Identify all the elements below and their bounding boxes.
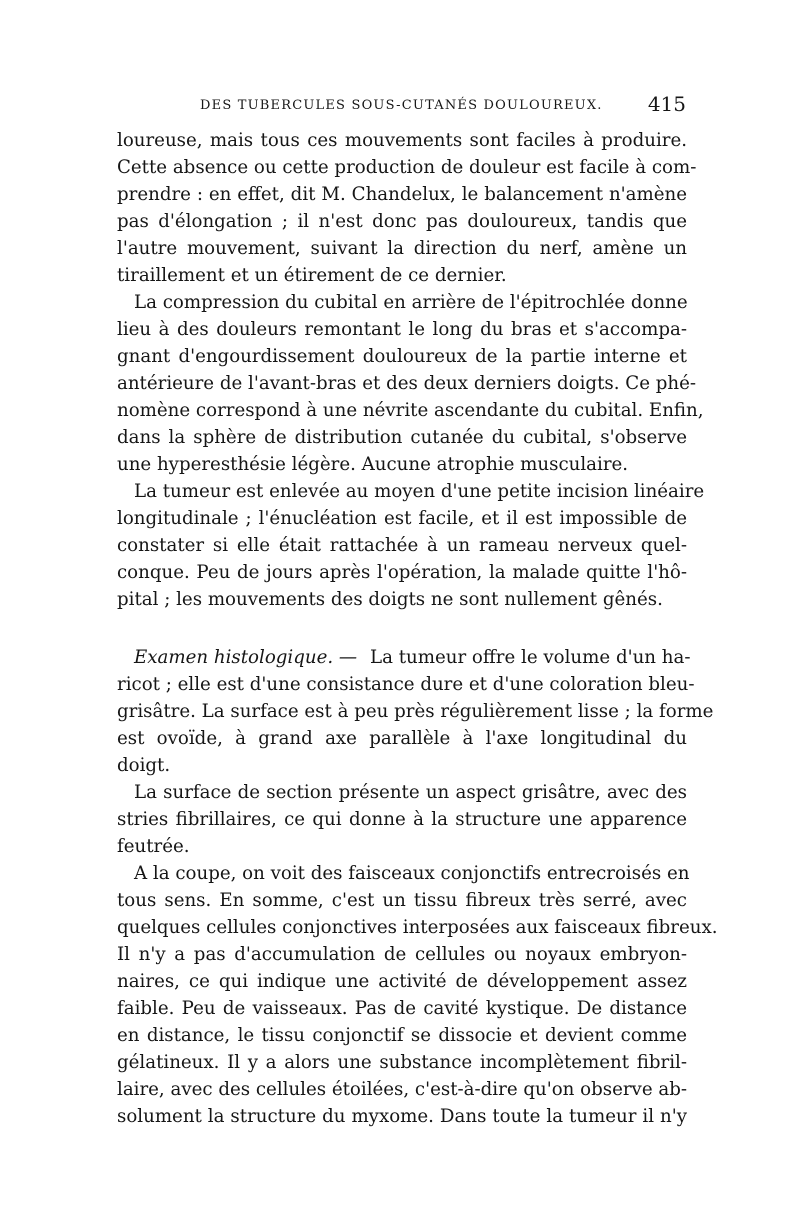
text-line: pital ; les mouvements des doigts ne sont nullement gênés. bbox=[117, 589, 663, 610]
text-line: solument la structure du myxome. Dans toute la tumeur il n'y bbox=[117, 1106, 687, 1127]
text-line: prendre : en effet, dit M. Chandelux, le balancement n'amène bbox=[117, 184, 687, 205]
text-line: Il n'y a pas d'accumulation de cellules ou noyaux embryon- bbox=[117, 944, 687, 965]
text-line: doigt. bbox=[117, 755, 171, 776]
page-number: 415 bbox=[647, 92, 686, 116]
text-line: conque. Peu de jours après l'opération, la malade quitte l'hô- bbox=[117, 562, 687, 583]
section-heading-line bbox=[134, 645, 357, 671]
text-line: tous sens. En somme, c'est un tissu fibreux très serré, avec bbox=[117, 890, 687, 911]
text-line: constater si elle était rattachée à un rameau nerveux quel- bbox=[117, 535, 687, 556]
text-line: grisâtre. La surface est à peu près régulièrement lisse ; la forme bbox=[117, 701, 714, 722]
text-line: A la coupe, on voit des faisceaux conjonctifs entrecroisés en bbox=[134, 863, 690, 884]
text-line: Cette absence ou cette production de douleur est facile à com- bbox=[117, 157, 697, 178]
text-line: feutrée. bbox=[117, 836, 190, 857]
text-line: La surface de section présente un aspect grisâtre, avec des bbox=[134, 782, 687, 803]
text-line: La tumeur est enlevée au moyen d'une petite incision linéaire bbox=[134, 481, 705, 502]
text-line: La compression du cubital en arrière de l'épitrochlée donne bbox=[134, 292, 688, 313]
text-line: antérieure de l'avant-bras et des deux derniers doigts. Ce phé- bbox=[117, 373, 696, 394]
text-line: gélatineux. Il y a alors une substance incomplètement fibril- bbox=[117, 1052, 687, 1073]
text-line: nomène correspond à une névrite ascendante du cubital. Enfin, bbox=[117, 400, 704, 421]
text-line: dans la sphère de distribution cutanée du cubital, s'observe bbox=[117, 427, 687, 448]
text-line: loureuse, mais tous ces mouvements sont faciles à produire. bbox=[117, 130, 687, 151]
text-line: tiraillement et un étirement de ce dernier. bbox=[117, 265, 507, 286]
text-line: stries fibrillaires, ce qui donne à la structure une apparence bbox=[117, 809, 687, 830]
text-line: laire, avec des cellules étoilées, c'est-à-dire qu'on observe ab- bbox=[117, 1079, 687, 1100]
text-line: naires, ce qui indique une activité de développement assez bbox=[117, 971, 687, 992]
text-line: quelques cellules conjonctives interposées aux faisceaux fibreux. bbox=[117, 917, 718, 938]
section-heading: Examen histologique. — bbox=[134, 647, 358, 668]
text-line: faible. Peu de vaisseaux. Pas de cavité kystique. De distance bbox=[117, 998, 687, 1019]
text-line: lieu à des douleurs remontant le long du bras et s'accompa- bbox=[117, 319, 687, 340]
running-title: DES TUBERCULES SOUS-CUTANÉS DOULOUREUX. bbox=[200, 98, 603, 113]
text-line: en distance, le tissu conjonctif se dissocie et devient comme bbox=[117, 1025, 687, 1046]
text-line: longitudinale ; l'énucléation est facile, et il est impossible de bbox=[117, 508, 687, 529]
text-line: La tumeur offre le volume d'un ha- bbox=[370, 647, 691, 668]
text-line: gnant d'engourdissement douloureux de la partie interne et bbox=[117, 346, 687, 367]
page-header bbox=[200, 92, 686, 120]
text-line: ricot ; elle est d'une consistance dure et d'une coloration bleu- bbox=[117, 674, 695, 695]
text-line: une hyperesthésie légère. Aucune atrophie musculaire. bbox=[117, 454, 629, 475]
text-line: l'autre mouvement, suivant la direction du nerf, amène un bbox=[117, 238, 687, 259]
text-line: pas d'élongation ; il n'est donc pas douloureux, tandis que bbox=[117, 211, 687, 232]
text-line: est ovoïde, à grand axe parallèle à l'axe longitudinal du bbox=[117, 728, 687, 749]
